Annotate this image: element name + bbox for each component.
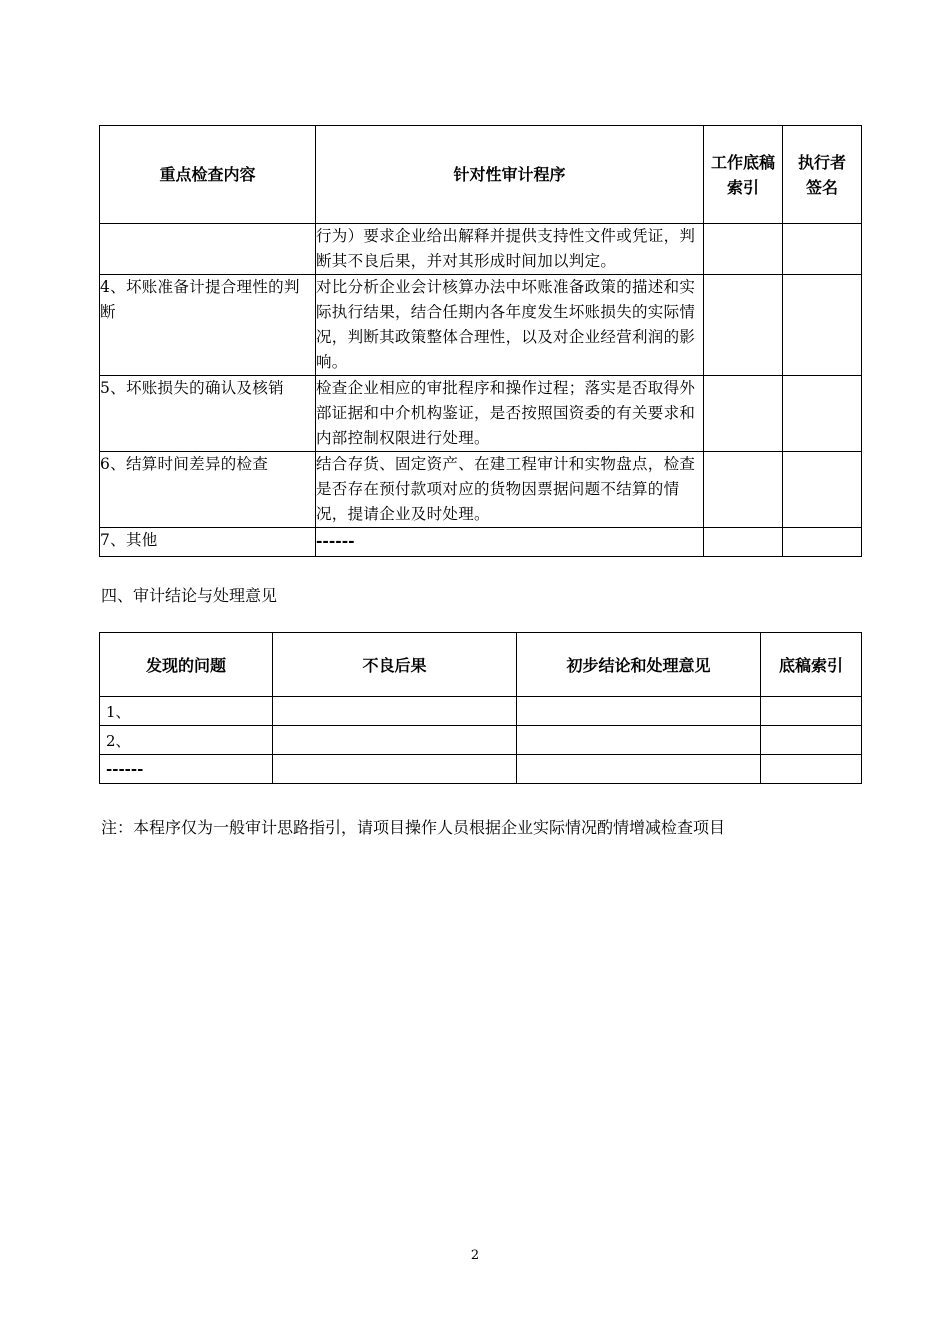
- row-item: 5、坏账损失的确认及核销: [100, 376, 316, 452]
- header-workpaper-index: 工作底稿 索引: [704, 126, 783, 224]
- row-index-cell: [704, 224, 783, 275]
- table-row: [100, 697, 862, 726]
- row-index: [761, 755, 862, 784]
- footnote: 注：本程序仅为一般审计思路指引，请项目操作人员根据企业实际情况酌情增减检查项目: [101, 818, 726, 837]
- table-row: [100, 275, 862, 376]
- table-row: [100, 224, 862, 275]
- row-item: 4、坏账准备计提合理性的判断: [100, 275, 316, 376]
- row-consequence: [273, 755, 517, 784]
- header-key-content: 重点检查内容: [100, 126, 316, 224]
- row-conclusion: [517, 697, 761, 726]
- row-conclusion: [517, 755, 761, 784]
- header-workpaper-index: 底稿索引: [761, 633, 862, 697]
- audit-conclusion-table: [99, 632, 862, 784]
- header-preliminary-conclusion: 初步结论和处理意见: [517, 633, 761, 697]
- row-item: 6、结算时间差异的检查: [100, 452, 316, 528]
- row-procedure: 行为）要求企业给出解释并提供支持性文件或凭证，判断其不良后果，并对其形成时间加以判定。: [316, 224, 704, 275]
- section-title: 四、审计结论与处理意见: [101, 586, 278, 605]
- row-signature-cell: [783, 528, 862, 557]
- table-row: [100, 726, 862, 755]
- row-procedure: 检查企业相应的审批程序和操作过程；落实是否取得外部证据和中介机构鉴证，是否按照国资委的有关要求和内部控制权限进行处理。: [316, 376, 704, 452]
- row-index-cell: [704, 528, 783, 557]
- row-signature-cell: [783, 224, 862, 275]
- audit-procedure-table: [99, 125, 862, 557]
- row-conclusion: [517, 726, 761, 755]
- row-index-cell: [704, 452, 783, 528]
- row-consequence: [273, 697, 517, 726]
- row-procedure: ------: [316, 528, 704, 557]
- row-issue: ------: [100, 755, 273, 784]
- row-issue: 2、: [100, 726, 273, 755]
- row-index-cell: [704, 275, 783, 376]
- row-index: [761, 697, 862, 726]
- table-header-row: [100, 126, 862, 224]
- table-row: [100, 452, 862, 528]
- header-procedure: 针对性审计程序: [316, 126, 704, 224]
- row-procedure: 对比分析企业会计核算办法中坏账准备政策的描述和实际执行结果，结合任期内各年度发生坏账损失的实际情况，判断其政策整体合理性，以及对企业经营利润的影响。: [316, 275, 704, 376]
- table-row: [100, 755, 862, 784]
- table-header-row: [100, 633, 862, 697]
- header-executor-signature: 执行者 签名: [783, 126, 862, 224]
- row-issue: 1、: [100, 697, 273, 726]
- page-number: 2: [470, 1248, 480, 1263]
- header-issues-found: 发现的问题: [100, 633, 273, 697]
- row-signature-cell: [783, 452, 862, 528]
- row-signature-cell: [783, 275, 862, 376]
- row-item: 7、其他: [100, 528, 316, 557]
- row-consequence: [273, 726, 517, 755]
- row-signature-cell: [783, 376, 862, 452]
- table-row: [100, 528, 862, 557]
- row-index: [761, 726, 862, 755]
- header-adverse-consequences: 不良后果: [273, 633, 517, 697]
- row-index-cell: [704, 376, 783, 452]
- table-row: [100, 376, 862, 452]
- row-item: [100, 224, 316, 275]
- row-procedure: 结合存货、固定资产、在建工程审计和实物盘点，检查是否存在预付款项对应的货物因票据问题不结算的情况，提请企业及时处理。: [316, 452, 704, 528]
